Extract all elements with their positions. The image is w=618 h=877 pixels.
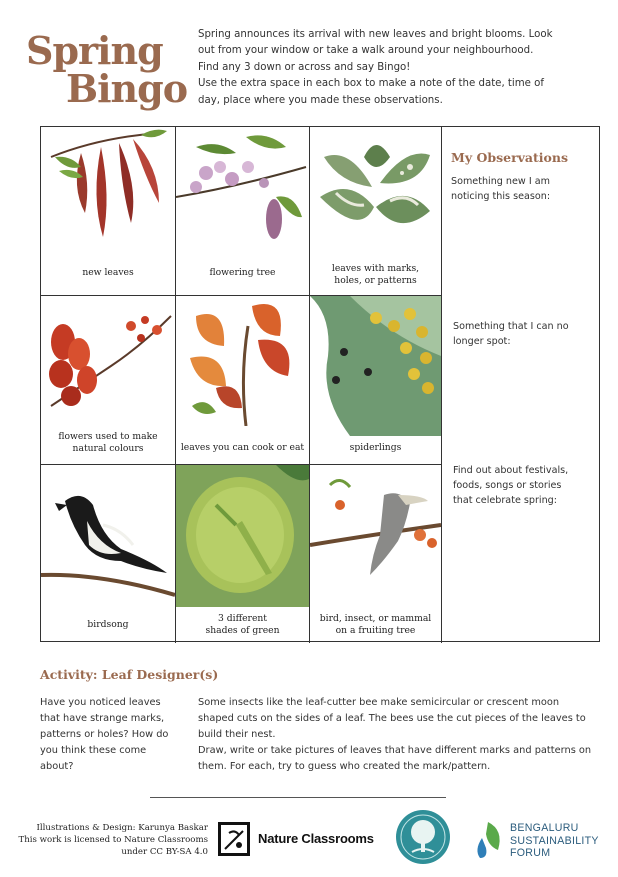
tree-logo-icon	[396, 810, 450, 864]
caption-line: leaves with marks,	[331, 263, 420, 274]
flowers-icon	[176, 127, 309, 257]
bingo-cell-spiderlings[interactable]	[310, 296, 441, 464]
caption-line: on a fruiting tree	[335, 625, 416, 636]
caption-line: flowers used to make	[58, 431, 158, 442]
bsf-line: BENGALURU	[510, 822, 579, 834]
credit-line: This work is licensed to Nature Classrooms	[18, 835, 208, 845]
intro-line: out from your window or take a walk around your neighbourhood.	[198, 45, 534, 57]
leaves-icon	[176, 296, 309, 426]
credit-line: Illustrations & Design: Karunya Baskar	[36, 823, 208, 833]
bingo-cell-shades-of-green[interactable]	[176, 465, 309, 643]
intro-line: Find any 3 down or across and say Bingo!	[198, 61, 411, 73]
bingo-cell-flowers-natural-colours[interactable]	[41, 296, 175, 464]
bingo-cell-leaves-with-marks[interactable]	[310, 127, 441, 295]
activity-paragraph: Draw, write or take pictures of leaves that have different marks and patterns on them. For each, try to guess who created the mark/pattern.	[198, 745, 592, 772]
cell-caption	[176, 613, 309, 637]
caption-line: shades of green	[205, 625, 280, 636]
bingo-cell-fruiting-tree[interactable]	[310, 465, 441, 643]
intro-text	[198, 27, 598, 109]
cell-caption	[310, 263, 441, 287]
intro-line: day, place where you made these observations.	[198, 94, 443, 106]
activity-description	[198, 695, 598, 775]
flower-icon	[41, 296, 175, 426]
bsf-logo	[472, 818, 612, 864]
bingo-cell-leaves-cook-eat[interactable]	[176, 296, 309, 464]
observations-title: My Observations	[451, 150, 569, 165]
observation-prompt-new: Something new I am noticing this season:	[451, 176, 551, 202]
activity-title: Activity: Leaf Designer(s)	[40, 667, 219, 682]
bsf-line: SUSTAINABILITY	[510, 834, 599, 847]
nature-classrooms-logo	[218, 820, 386, 860]
hornbill-icon	[310, 465, 441, 605]
nature-classrooms-name: Nature Classrooms	[258, 831, 374, 846]
caption-line: holes, or patterns	[334, 275, 417, 286]
bsf-name	[510, 822, 599, 860]
cell-caption: birdsong	[87, 619, 129, 630]
cell-caption: leaves you can cook or eat	[180, 442, 305, 453]
observation-prompt-gone: Something that I can no longer spot:	[453, 321, 569, 347]
nature-classrooms-icon	[218, 822, 250, 856]
bsf-line: FORUM	[510, 847, 551, 859]
leaves-icon	[41, 127, 175, 257]
page-title	[22, 26, 192, 116]
bingo-cell-new-leaves[interactable]	[41, 127, 175, 295]
cell-caption: flowering tree	[209, 267, 276, 278]
title-spring: Spring	[26, 28, 163, 73]
mantis-icon	[176, 465, 309, 607]
intro-line: Spring announces its arrival with new leaves and bright blooms. Look	[198, 29, 553, 40]
caption-line: bird, insect, or mammal	[319, 613, 432, 624]
leaf-icon	[310, 127, 441, 257]
title-bingo: Bingo	[66, 66, 188, 111]
bird-icon	[41, 465, 175, 605]
credits	[18, 822, 208, 858]
leaf-drop-icon	[472, 818, 506, 862]
cell-caption	[41, 431, 175, 455]
intro-line: Use the extra space in each box to make a note of the date, time of	[198, 78, 545, 90]
cell-caption: spiderlings	[349, 442, 402, 453]
activity-paragraph: Some insects like the leaf-cutter bee make semicircular or crescent moon shaped cuts on the sides of a leaf. The bees use the cut pieces of the leaves to build their nest.	[198, 697, 586, 740]
cell-caption	[310, 613, 441, 637]
spider-icon	[310, 296, 441, 436]
credit-line: under CC BY-SA 4.0	[121, 847, 208, 857]
caption-line: 3 different	[218, 613, 267, 624]
bingo-cell-flowering-tree[interactable]	[176, 127, 309, 295]
cell-caption: new leaves	[82, 267, 134, 278]
caption-line: natural colours	[72, 443, 144, 454]
activity-question: Have you noticed leaves that have strange marks, patterns or holes? How do you think these come about?	[40, 697, 169, 772]
grid-divider	[441, 127, 442, 643]
observation-prompt-celebrate: Find out about festivals, foods, songs or stories that celebrate spring:	[453, 465, 569, 506]
bingo-cell-birdsong[interactable]	[41, 465, 175, 643]
footer-divider	[150, 797, 446, 798]
